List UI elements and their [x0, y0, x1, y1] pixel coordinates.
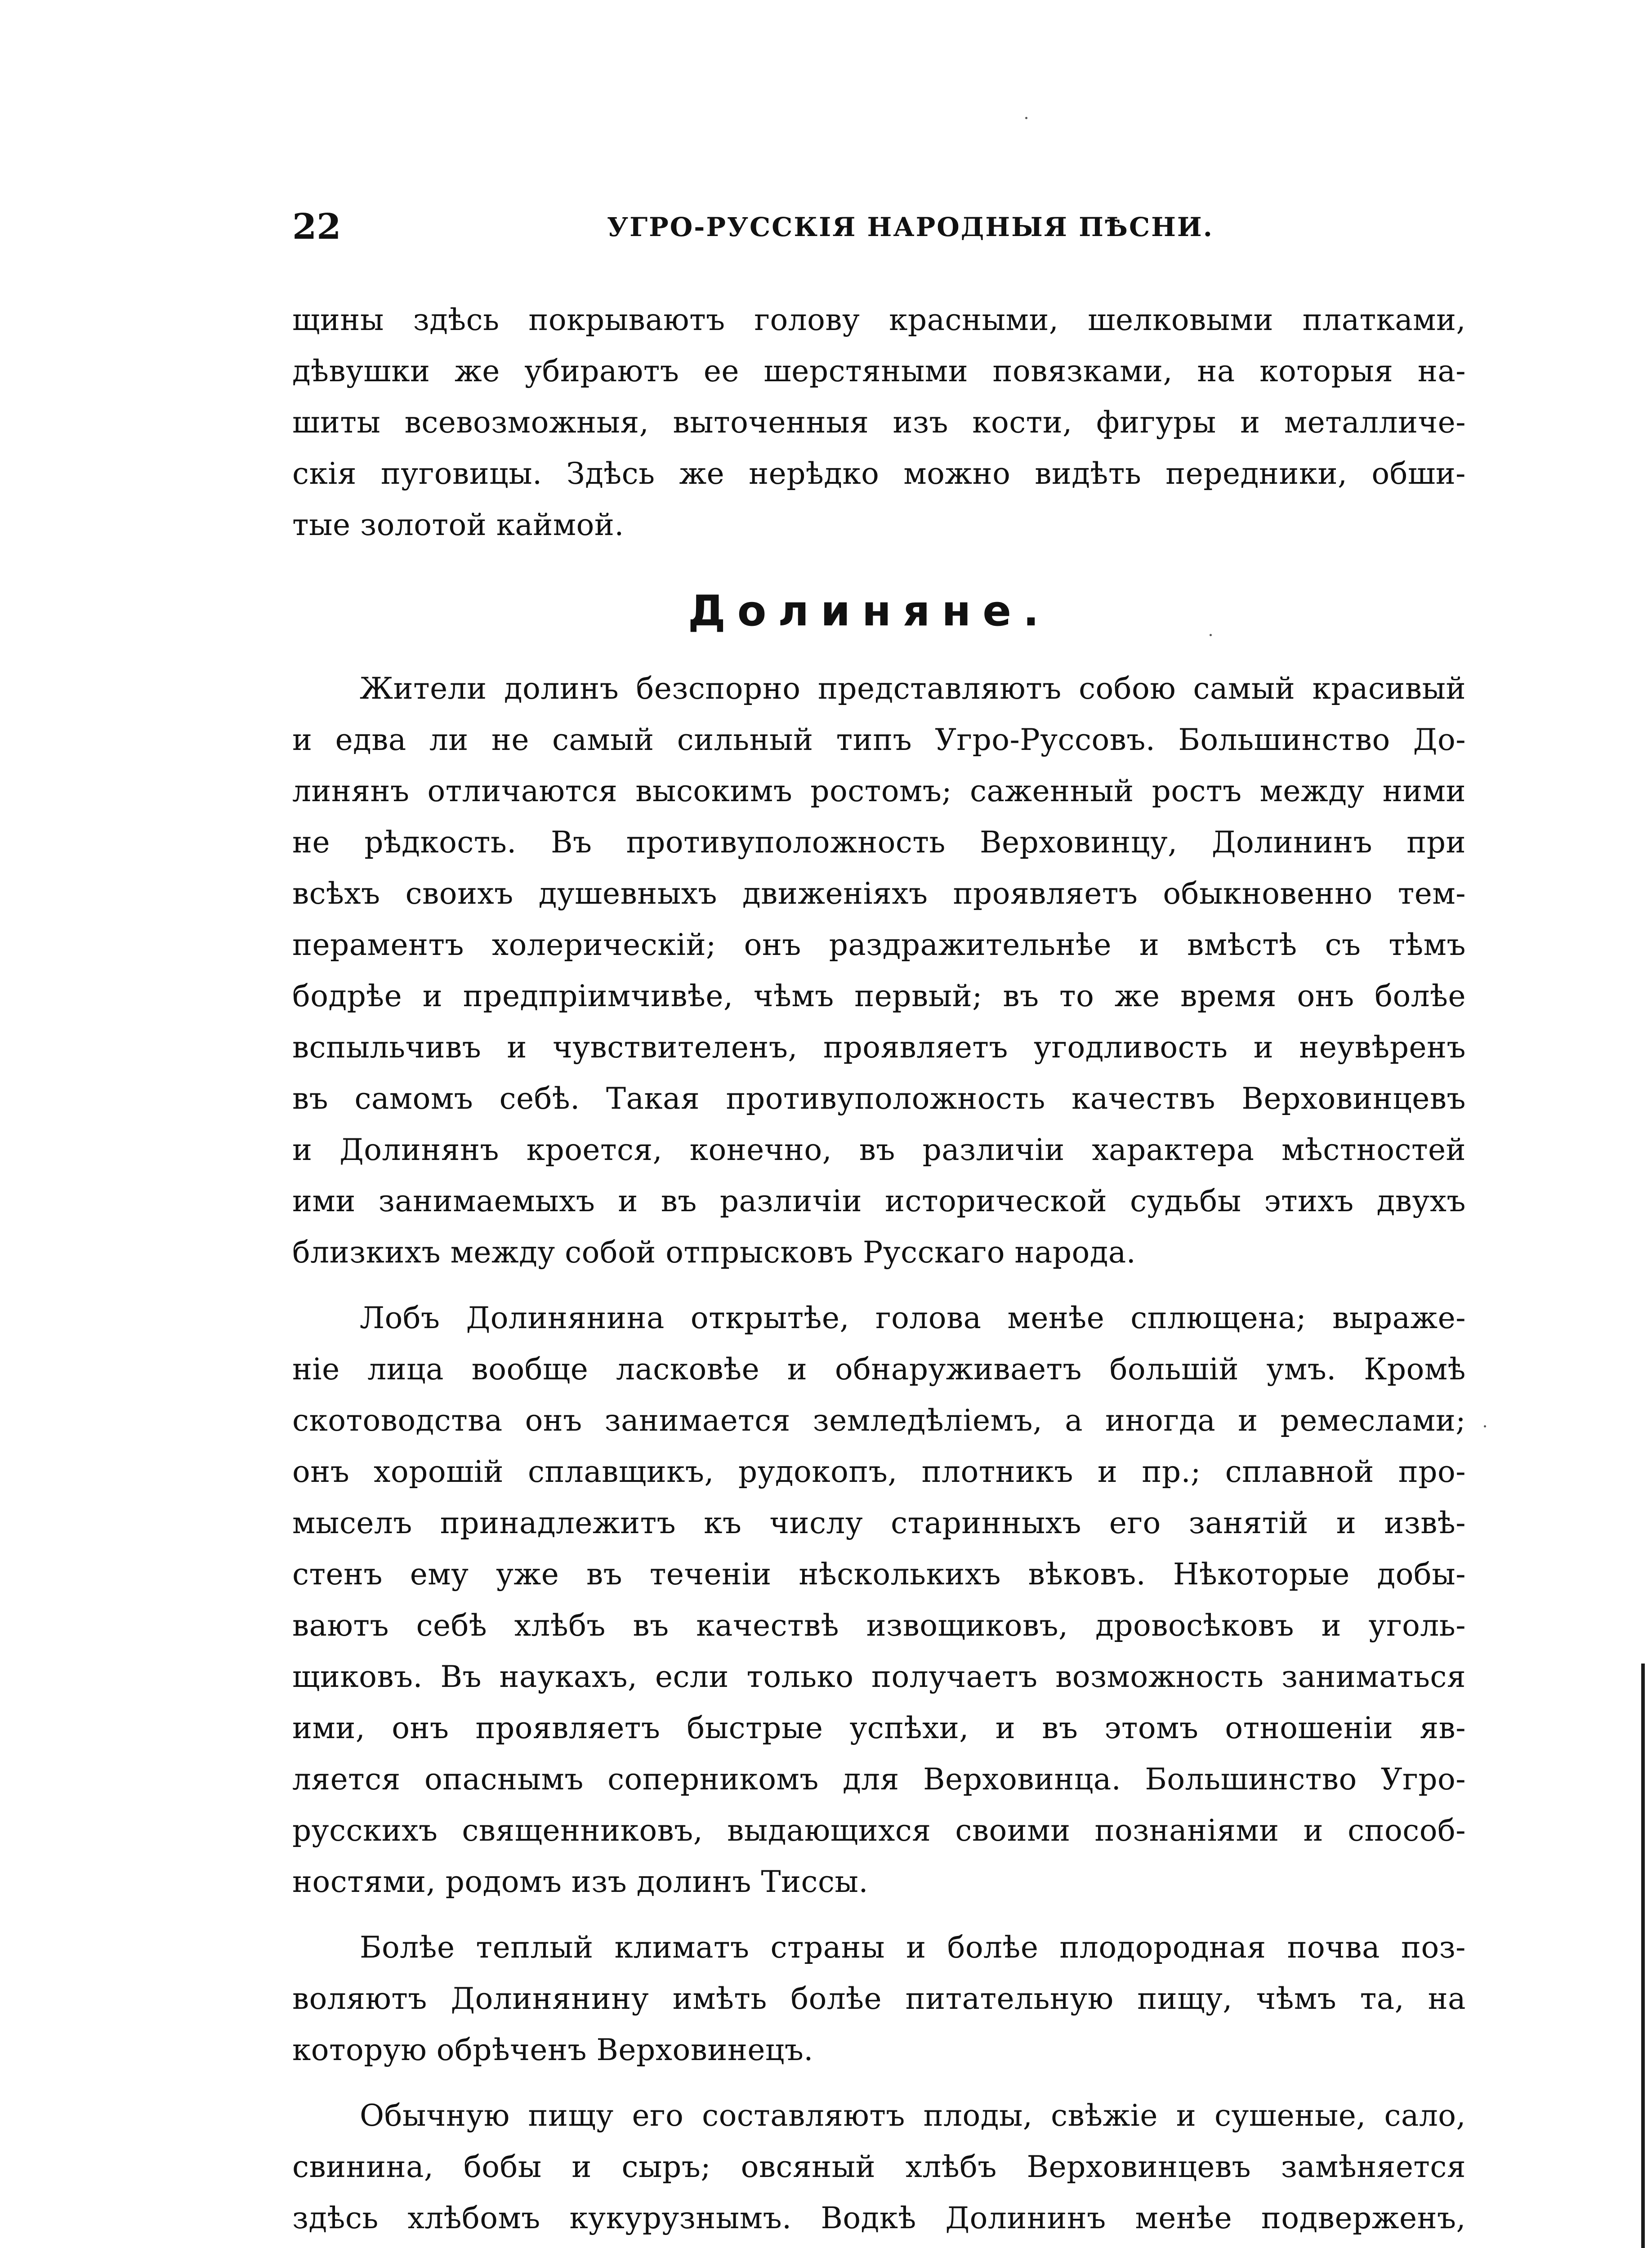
- text-line: вспыльчивъ и чувствителенъ, проявляетъ угодливость и неувѣренъ: [292, 1030, 1466, 1065]
- text-line: тые золотой каймой.: [292, 508, 624, 542]
- text-line: щиковъ. Въ наукахъ, если только получаетъ возможность заниматься: [292, 1659, 1466, 1694]
- text-line: ими, онъ проявляетъ быстрые успѣхи, и въ этомъ отношеніи яв-: [292, 1711, 1466, 1745]
- section-heading: Долиняне.: [688, 587, 1051, 636]
- scan-speck: [1025, 117, 1027, 119]
- text-line: Обычную пищу его составляютъ плоды, свѣжіе и сушеные, сало,: [360, 2098, 1466, 2133]
- text-line: щины здѣсь покрываютъ голову красными, шелковыми платками,: [292, 303, 1466, 337]
- text-line: стенъ ему уже въ теченіи нѣсколькихъ вѣковъ. Нѣкоторые добы-: [292, 1557, 1466, 1592]
- text-line: свинина, бобы и сыръ; овсяный хлѣбъ Верховинцевъ замѣняется: [292, 2150, 1466, 2184]
- text-line: скія пуговицы. Здѣсь же нерѣдко можно видѣть передники, обши-: [292, 456, 1466, 491]
- text-line: пераментъ холерическій; онъ раздражительнѣе и вмѣстѣ съ тѣмъ: [292, 928, 1466, 962]
- text-line: всѣхъ своихъ душевныхъ движеніяхъ проявляетъ обыкновенно тем-: [292, 876, 1466, 911]
- text-line: скотоводства онъ занимается земледѣліемъ, а иногда и ремеслами;: [292, 1403, 1466, 1438]
- text-line: шиты всевозможныя, выточенныя изъ кости, фигуры и металличе-: [292, 405, 1466, 440]
- text-line: ими занимаемыхъ и въ различіи исторической судьбы этихъ двухъ: [292, 1184, 1466, 1218]
- text-line: и Долинянъ кроется, конечно, въ различіи характера мѣстностей: [292, 1133, 1466, 1167]
- text-line: ностями, родомъ изъ долинъ Тиссы.: [292, 1864, 868, 1899]
- text-line: близкихъ между собой отпрысковъ Русскаго народа.: [292, 1235, 1136, 1270]
- text-line: Болѣе теплый климатъ страны и болѣе плодородная почва поз-: [360, 1930, 1466, 1965]
- text-line: въ самомъ себѣ. Такая противуположность качествъ Верховинцевъ: [292, 1081, 1466, 1116]
- text-line: ляется опаснымъ соперникомъ для Верховинца. Большинство Угро-: [292, 1762, 1466, 1797]
- running-title: УГРО-РУССКІЯ НАРОДНЫЯ ПѢСНИ.: [607, 212, 1214, 242]
- body-text: [292, 294, 1466, 2244]
- text-line: ваютъ себѣ хлѣбъ въ качествѣ извощиковъ, дровосѣковъ и уголь-: [292, 1608, 1466, 1643]
- text-line: здѣсь хлѣбомъ кукурузнымъ. Водкѣ Долининъ менѣе подверженъ,: [292, 2201, 1466, 2235]
- text-line: воляютъ Долинянину имѣть болѣе питательную пищу, чѣмъ та, на: [292, 1981, 1466, 2016]
- page-number: 22: [292, 206, 341, 247]
- scan-speck: [1484, 1425, 1486, 1427]
- text-line: Жители долинъ безспорно представляютъ собою самый красивый: [360, 671, 1466, 706]
- text-line: русскихъ священниковъ, выдающихся своими познаніями и способ-: [292, 1813, 1466, 1848]
- text-line: бодрѣе и предпріимчивѣе, чѣмъ первый; въ то же время онъ болѣе: [292, 979, 1466, 1013]
- scan-edge-mark: [1641, 1664, 1645, 2248]
- paragraph: [292, 1922, 1466, 2076]
- paragraph: [292, 294, 1466, 551]
- text-line: онъ хорошій сплавщикъ, рудокопъ, плотникъ и пр.; сплавной про-: [292, 1454, 1466, 1489]
- paragraph: [292, 2090, 1466, 2244]
- text-line: которую обрѣченъ Верховинецъ.: [292, 2033, 813, 2067]
- paragraph: [292, 663, 1466, 1278]
- paragraph: [292, 1293, 1466, 1908]
- text-line: не рѣдкость. Въ противуположность Верховинцу, Долининъ при: [292, 825, 1466, 860]
- text-line: и едва ли не самый сильный типъ Угро-Руссовъ. Большинство До-: [292, 723, 1466, 757]
- text-line: ніе лица вообще ласковѣе и обнаруживаетъ большій умъ. Кромѣ: [292, 1352, 1466, 1387]
- text-line: мыселъ принадлежитъ къ числу старинныхъ его занятій и извѣ-: [292, 1506, 1466, 1540]
- text-line: Лобъ Долинянина открытѣе, голова менѣе сплющена; выраже-: [360, 1301, 1466, 1335]
- scan-speck: [1210, 634, 1212, 636]
- text-line: дѣвушки же убираютъ ее шерстяными повязками, на которыя на-: [292, 354, 1466, 388]
- text-line: линянъ отличаются высокимъ ростомъ; саженный ростъ между ними: [292, 774, 1466, 808]
- running-head: [292, 202, 1466, 252]
